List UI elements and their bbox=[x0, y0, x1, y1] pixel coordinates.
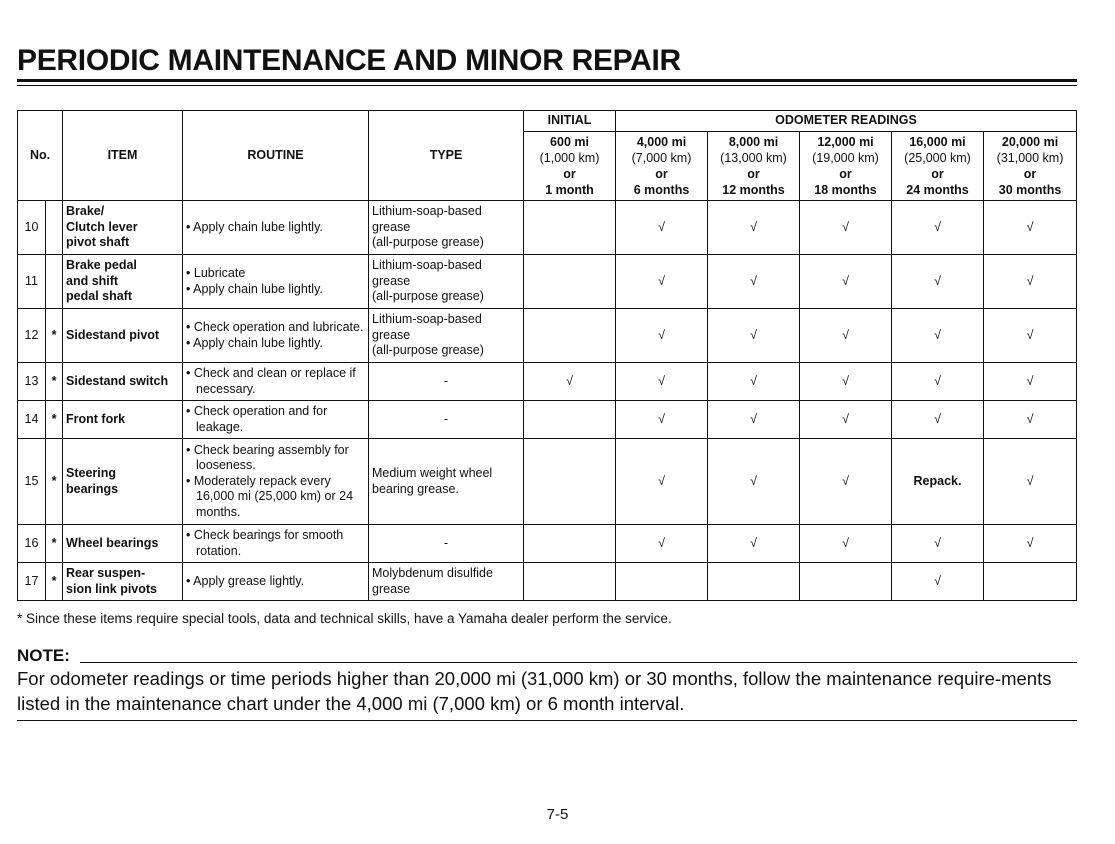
item-line: Front fork bbox=[66, 411, 126, 426]
item-line: Brake pedal bbox=[66, 258, 137, 273]
routine-step: • Apply grease lightly. bbox=[186, 573, 305, 588]
check-mark: √ bbox=[524, 363, 616, 401]
interval-kilometers: (31,000 km) bbox=[996, 151, 1064, 165]
check-mark: √ bbox=[892, 401, 984, 439]
footnote: * Since these items require special tools, data and technical skills, have a Yamaha dealer perform the service. bbox=[17, 611, 672, 626]
header-item: ITEM bbox=[63, 111, 183, 201]
table-row bbox=[18, 525, 1077, 563]
type-line: grease bbox=[372, 581, 411, 596]
type-line: grease bbox=[372, 327, 411, 342]
item-line: Brake/ bbox=[66, 204, 105, 219]
interval-or: or bbox=[747, 167, 760, 181]
interval-kilometers: (13,000 km) bbox=[720, 151, 787, 165]
row-number: 12 bbox=[18, 309, 46, 363]
check-mark: √ bbox=[616, 201, 708, 255]
table-row bbox=[18, 401, 1077, 439]
interval-or: or bbox=[655, 167, 668, 181]
lubricant-type bbox=[369, 439, 524, 525]
interval-kilometers: (7,000 km) bbox=[631, 151, 692, 165]
header-initial: INITIAL bbox=[524, 111, 616, 132]
check-mark: √ bbox=[800, 525, 892, 563]
dealer-service-mark bbox=[46, 201, 63, 255]
empty-cell bbox=[984, 563, 1077, 601]
interval-kilometers: (19,000 km) bbox=[812, 151, 879, 165]
item-line: Sidestand switch bbox=[66, 373, 169, 388]
item-name bbox=[63, 201, 183, 255]
check-mark: √ bbox=[708, 201, 800, 255]
type-line: - bbox=[443, 373, 449, 388]
dealer-service-mark: * bbox=[46, 401, 63, 439]
routine-step: • Check bearings for smooth rotation. bbox=[186, 528, 344, 558]
routine-cell bbox=[183, 201, 369, 255]
check-mark: √ bbox=[616, 525, 708, 563]
type-line: Lithium-soap-based bbox=[372, 204, 482, 219]
interval-time: 30 months bbox=[998, 183, 1062, 197]
item-name bbox=[63, 439, 183, 525]
interval-or: or bbox=[839, 167, 852, 181]
check-mark: √ bbox=[616, 309, 708, 363]
routine-cell bbox=[183, 563, 369, 601]
routine-step: • Apply chain lube lightly. bbox=[186, 219, 323, 234]
empty-cell bbox=[524, 439, 616, 525]
row-number: 13 bbox=[18, 363, 46, 401]
page-title: PERIODIC MAINTENANCE AND MINOR REPAIR bbox=[17, 44, 681, 77]
check-mark: √ bbox=[708, 401, 800, 439]
routine-step: • Lubricate bbox=[186, 266, 246, 280]
interval-header bbox=[892, 132, 984, 201]
interval-time: 24 months bbox=[906, 183, 969, 197]
item-line: pedal shaft bbox=[66, 289, 133, 304]
lubricant-type bbox=[369, 309, 524, 363]
interval-header bbox=[616, 132, 708, 201]
lubricant-type bbox=[369, 401, 524, 439]
empty-cell bbox=[524, 255, 616, 309]
check-mark: √ bbox=[892, 255, 984, 309]
interval-time: 12 months bbox=[722, 183, 785, 197]
routine-step: • Moderately repack every 16,000 mi (25,000 km) or 24 months. bbox=[186, 473, 354, 519]
check-mark: √ bbox=[984, 201, 1077, 255]
type-line: Medium weight wheel bbox=[372, 466, 493, 480]
check-mark: √ bbox=[708, 309, 800, 363]
note-rule bbox=[80, 662, 1077, 663]
check-mark: √ bbox=[984, 309, 1077, 363]
check-mark: √ bbox=[708, 525, 800, 563]
lubricant-type bbox=[369, 201, 524, 255]
type-line: bearing grease. bbox=[372, 481, 459, 496]
interval-header bbox=[800, 132, 892, 201]
row-number: 17 bbox=[18, 563, 46, 601]
dealer-service-mark: * bbox=[46, 363, 63, 401]
check-mark: √ bbox=[708, 363, 800, 401]
note-text: For odometer readings or time periods higher than 20,000 mi (31,000 km) or 30 months, follow the maintenance require-ments listed in the maintenance chart under the 4,000 mi (7,000 km) or 6 month interval. bbox=[17, 668, 1052, 714]
table-row bbox=[18, 439, 1077, 525]
interval-time: 6 months bbox=[633, 183, 690, 197]
routine-step: • Check and clean or replace if necessary. bbox=[186, 366, 356, 396]
routine-cell bbox=[183, 525, 369, 563]
header-routine: ROUTINE bbox=[183, 111, 369, 201]
routine-cell bbox=[183, 309, 369, 363]
item-name bbox=[63, 363, 183, 401]
routine-step: • Apply chain lube lightly. bbox=[186, 281, 323, 296]
item-name bbox=[63, 309, 183, 363]
table-row bbox=[18, 563, 1077, 601]
item-line: Steering bbox=[66, 466, 117, 480]
title-rule-thin bbox=[17, 85, 1077, 86]
row-number: 16 bbox=[18, 525, 46, 563]
type-line: Lithium-soap-based bbox=[372, 258, 482, 273]
check-mark: √ bbox=[984, 525, 1077, 563]
check-mark: √ bbox=[800, 401, 892, 439]
interval-time: 1 month bbox=[545, 183, 594, 197]
check-mark: √ bbox=[800, 439, 892, 525]
check-mark: √ bbox=[616, 439, 708, 525]
routine-cell bbox=[183, 255, 369, 309]
header-odometer-readings: ODOMETER READINGS bbox=[616, 111, 1077, 132]
interval-header bbox=[708, 132, 800, 201]
page-number: 7-5 bbox=[546, 806, 569, 823]
interval-note: Repack. bbox=[892, 439, 984, 525]
type-line: (all-purpose grease) bbox=[372, 343, 484, 358]
interval-or: or bbox=[1023, 167, 1037, 181]
check-mark: √ bbox=[800, 201, 892, 255]
item-line: and shift bbox=[66, 273, 119, 288]
check-mark: √ bbox=[800, 255, 892, 309]
check-mark: √ bbox=[708, 255, 800, 309]
empty-cell bbox=[524, 401, 616, 439]
dealer-service-mark: * bbox=[46, 525, 63, 563]
table-row bbox=[18, 309, 1077, 363]
check-mark: √ bbox=[800, 363, 892, 401]
table-row bbox=[18, 363, 1077, 401]
check-mark: √ bbox=[892, 525, 984, 563]
maintenance-table bbox=[17, 110, 1077, 601]
check-mark: √ bbox=[984, 401, 1077, 439]
dealer-service-mark: * bbox=[46, 563, 63, 601]
item-line: Wheel bearings bbox=[66, 535, 159, 550]
routine-cell bbox=[183, 401, 369, 439]
routine-cell bbox=[183, 439, 369, 525]
item-line: Sidestand pivot bbox=[66, 327, 160, 342]
interval-mileage: 12,000 mi bbox=[817, 135, 874, 149]
empty-cell bbox=[616, 563, 708, 601]
note-label: NOTE: bbox=[17, 646, 70, 665]
item-line: pivot shaft bbox=[66, 235, 130, 250]
type-line: Molybdenum disulfide bbox=[372, 566, 493, 580]
check-mark: √ bbox=[616, 363, 708, 401]
item-name bbox=[63, 563, 183, 601]
interval-header bbox=[524, 132, 616, 201]
empty-cell bbox=[708, 563, 800, 601]
routine-step: • Check operation and for leakage. bbox=[186, 404, 328, 434]
type-line: (all-purpose grease) bbox=[372, 235, 484, 250]
empty-cell bbox=[524, 309, 616, 363]
routine-step: • Apply chain lube lightly. bbox=[186, 335, 323, 350]
lubricant-type bbox=[369, 255, 524, 309]
check-mark: √ bbox=[984, 363, 1077, 401]
header-type: TYPE bbox=[369, 111, 524, 201]
interval-mileage: 4,000 mi bbox=[636, 135, 687, 149]
interval-header bbox=[984, 132, 1077, 201]
row-number: 14 bbox=[18, 401, 46, 439]
lubricant-type bbox=[369, 563, 524, 601]
header-no: No. bbox=[18, 111, 63, 201]
interval-time: 18 months bbox=[814, 183, 877, 197]
item-line: Rear suspen- bbox=[66, 566, 146, 580]
type-line: - bbox=[443, 411, 449, 426]
check-mark: √ bbox=[800, 309, 892, 363]
check-mark: √ bbox=[892, 363, 984, 401]
check-mark: √ bbox=[616, 401, 708, 439]
type-line: - bbox=[443, 535, 449, 550]
lubricant-type bbox=[369, 525, 524, 563]
check-mark: √ bbox=[984, 439, 1077, 525]
title-rule-thick bbox=[17, 79, 1077, 82]
item-line: sion link pivots bbox=[66, 581, 158, 596]
routine-step: • Check bearing assembly for looseness. bbox=[186, 442, 349, 473]
empty-cell bbox=[524, 201, 616, 255]
item-name bbox=[63, 525, 183, 563]
check-mark: √ bbox=[616, 255, 708, 309]
type-line: (all-purpose grease) bbox=[372, 289, 484, 304]
dealer-service-mark bbox=[46, 255, 63, 309]
check-mark: √ bbox=[892, 309, 984, 363]
dealer-service-mark: * bbox=[46, 439, 63, 525]
empty-cell bbox=[524, 525, 616, 563]
type-line: grease bbox=[372, 273, 411, 288]
interval-or: or bbox=[563, 167, 576, 181]
check-mark: √ bbox=[892, 563, 984, 601]
dealer-service-mark: * bbox=[46, 309, 63, 363]
interval-mileage: 20,000 mi bbox=[1001, 135, 1059, 149]
interval-kilometers: (1,000 km) bbox=[539, 151, 600, 165]
empty-cell bbox=[524, 563, 616, 601]
interval-kilometers: (25,000 km) bbox=[904, 151, 971, 165]
routine-cell bbox=[183, 363, 369, 401]
table-row bbox=[18, 201, 1077, 255]
item-line: Clutch lever bbox=[66, 219, 138, 234]
row-number: 15 bbox=[18, 439, 46, 525]
item-name bbox=[63, 255, 183, 309]
row-number: 10 bbox=[18, 201, 46, 255]
row-number: 11 bbox=[18, 255, 46, 309]
check-mark: √ bbox=[708, 439, 800, 525]
interval-mileage: 8,000 mi bbox=[728, 135, 779, 149]
item-name bbox=[63, 401, 183, 439]
type-line: grease bbox=[372, 219, 411, 234]
table-row bbox=[18, 255, 1077, 309]
empty-cell bbox=[800, 563, 892, 601]
interval-or: or bbox=[931, 167, 944, 181]
routine-step: • Check operation and lubricate. bbox=[186, 320, 364, 334]
check-mark: √ bbox=[892, 201, 984, 255]
item-line: bearings bbox=[66, 481, 119, 496]
check-mark: √ bbox=[984, 255, 1077, 309]
lubricant-type bbox=[369, 363, 524, 401]
type-line: Lithium-soap-based bbox=[372, 312, 482, 327]
interval-mileage: 16,000 mi bbox=[909, 135, 966, 149]
note-end-rule bbox=[17, 720, 1077, 721]
interval-mileage: 600 mi bbox=[550, 135, 589, 149]
